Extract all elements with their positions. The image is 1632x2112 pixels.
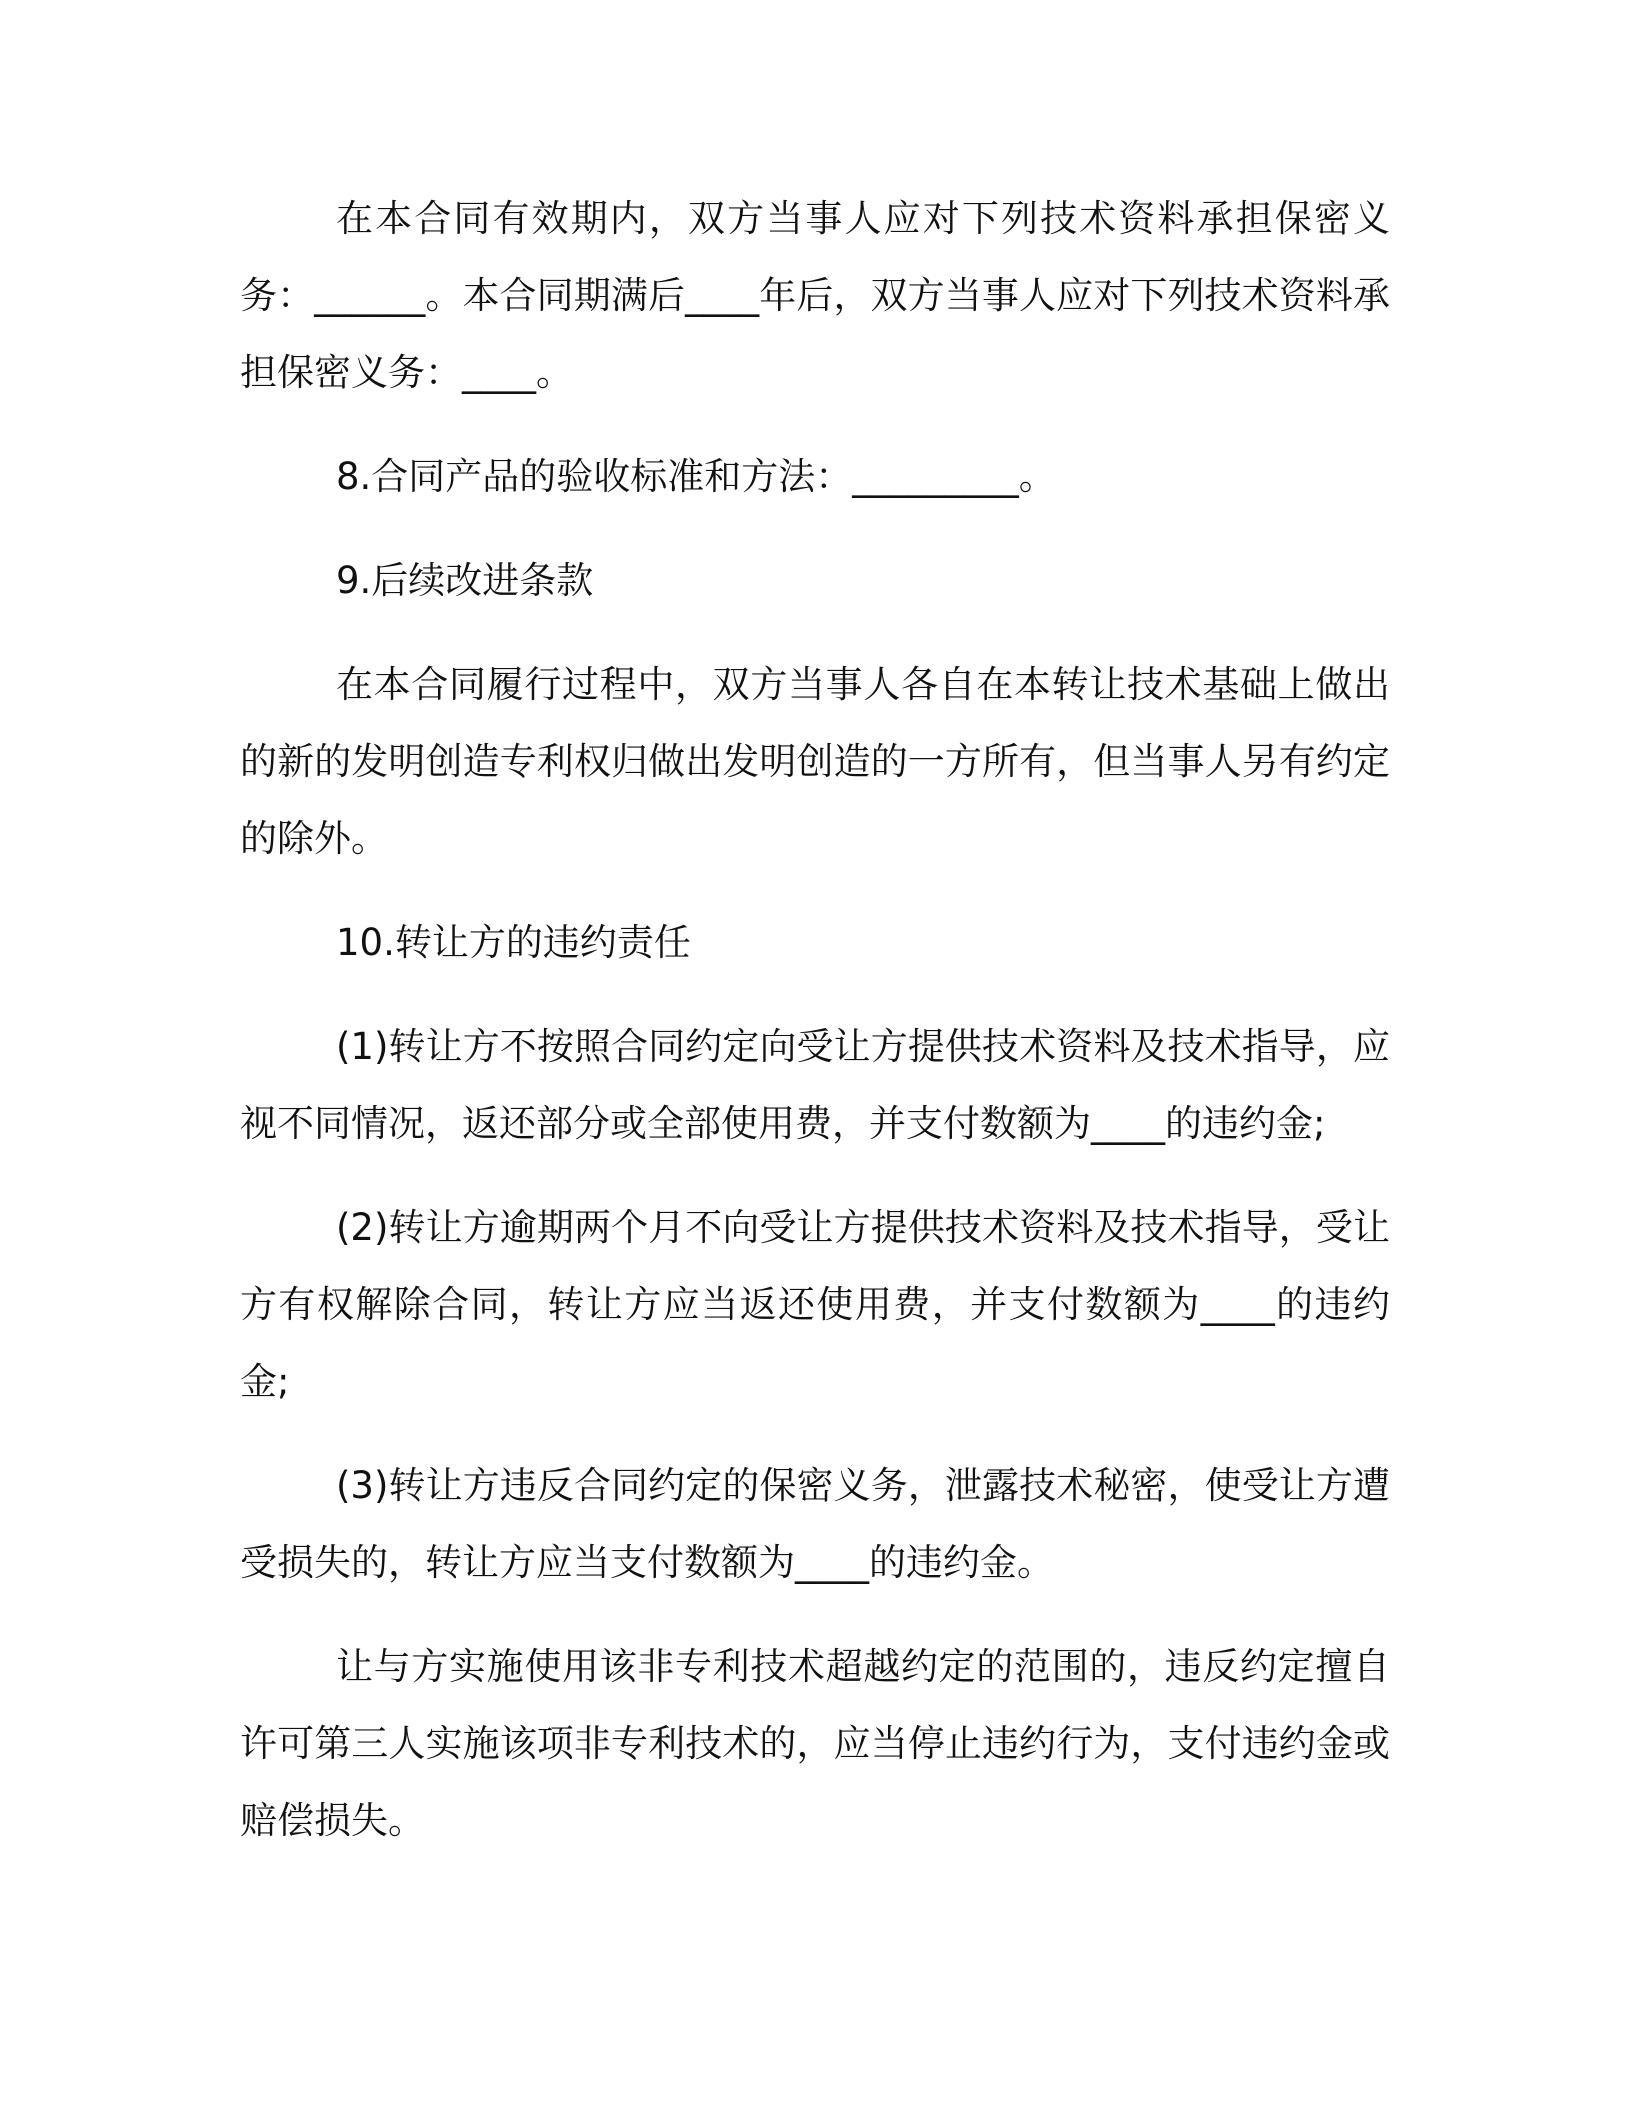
paragraph-liability-3: (3)转让方违反合同约定的保密义务，泄露技术秘密，使受让方遭受损失的，转让方应当支付数额为____的违约金。 xyxy=(240,1464,1390,1584)
heading-transferor-liability: 10.转让方的违约责任 xyxy=(336,921,691,964)
paragraph-improvement: 在本合同履行过程中，双方当事人各自在本转让技术基础上做出的新的发明创造专利权归做出发明创造的一方所有，但当事人另有约定的除外。 xyxy=(240,663,1390,860)
paragraph-confidentiality: 在本合同有效期内，双方当事人应对下列技术资料承担保密义务：______。本合同期满后____年后，双方当事人应对下列技术资料承担保密义务：____。 xyxy=(240,197,1390,394)
paragraph-liability-2: (2)转让方逾期两个月不向受让方提供技术资料及技术指导，受让方有权解除合同，转让方应当返还使用费，并支付数额为____的违约金; xyxy=(240,1206,1390,1403)
paragraph-liability-1: (1)转让方不按照合同约定向受让方提供技术资料及技术指导，应视不同情况，返还部分或全部使用费，并支付数额为____的违约金; xyxy=(240,1025,1390,1145)
paragraph-scope-breach: 让与方实施使用该非专利技术超越约定的范围的，违反约定擅自许可第三人实施该项非专利技术的，应当停止违约行为，支付违约金或赔偿损失。 xyxy=(240,1645,1390,1842)
document-body xyxy=(240,180,1390,1886)
heading-improvement-clause: 9.后续改进条款 xyxy=(336,559,594,602)
paragraph-acceptance-standard: 8.合同产品的验收标准和方法：_________。 xyxy=(336,455,1056,498)
